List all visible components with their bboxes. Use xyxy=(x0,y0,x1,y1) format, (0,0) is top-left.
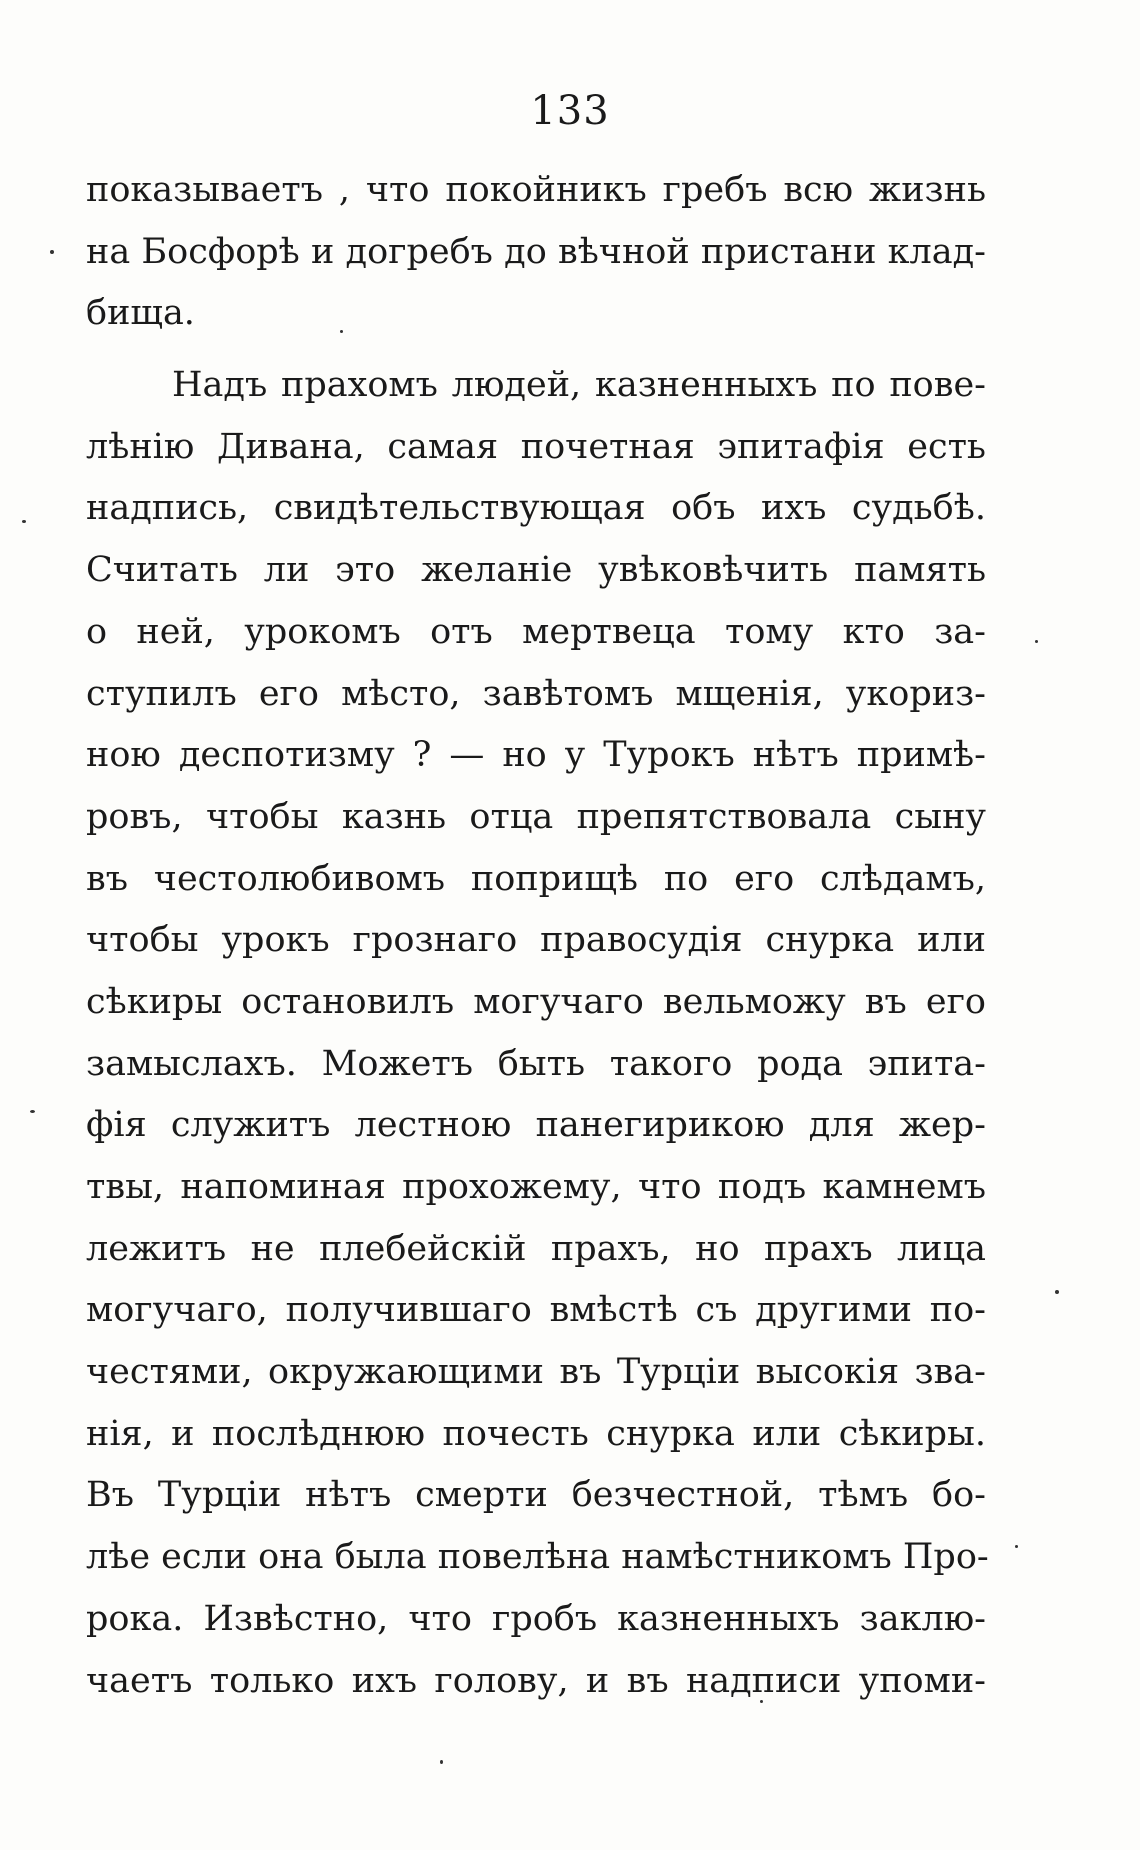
print-speck xyxy=(1055,1290,1059,1294)
text-line: могучаго, получившаго вмѣстѣ съ другими по- xyxy=(86,1290,986,1331)
text-line: чаетъ только ихъ голову, и въ надписи упоми- xyxy=(86,1660,986,1701)
print-speck xyxy=(1035,640,1038,643)
text-line: нія, и послѣднюю почесть снурка или сѣкиры. xyxy=(86,1413,986,1454)
print-speck xyxy=(1015,1545,1018,1548)
text-line: фія служитъ лестною панегирикою для жер- xyxy=(86,1105,986,1146)
text-line: ровъ, чтобы казнь отца препятствовала сыну xyxy=(86,796,986,837)
text-line: показываетъ , что покойникъ гребъ всю жизнь xyxy=(86,170,986,210)
text-line: лежитъ не плебейскій прахъ, но прахъ лица xyxy=(86,1228,986,1269)
text-line: сѣкиры остановилъ могучаго вельможу въ его xyxy=(86,981,986,1022)
text-line: надпись, свидѣтельствующая объ ихъ судьбѣ. xyxy=(86,488,986,529)
text-line: честями, окружающими въ Турціи высокія зва- xyxy=(86,1352,986,1393)
text-line: твы, напоминая прохожему, что подъ камнемъ xyxy=(86,1167,986,1207)
text-line: ступилъ его мѣсто, завѣтомъ мщенія, укориз- xyxy=(86,673,986,714)
print-speck xyxy=(440,1760,443,1764)
text-line: замыслахъ. Можетъ быть такого рода эпита- xyxy=(86,1043,986,1084)
text-line: лѣе если она была повелѣна намѣстникомъ Про- xyxy=(86,1537,989,1578)
text-line: на Босфорѣ и догребъ до вѣчной пристани клад- xyxy=(86,231,986,272)
text-line: лѣнію Дивана, самая почетная эпитафія есть xyxy=(86,426,986,467)
text-line: бища. xyxy=(86,293,195,334)
text-line: ною деспотизму ? — но у Турокъ нѣтъ примѣ- xyxy=(86,735,986,776)
text-line: Надъ прахомъ людей, казненныхъ по пове- xyxy=(172,365,986,406)
text-line: чтобы урокъ грознаго правосудія снурка или xyxy=(86,920,986,961)
text-line: рока. Извѣстно, что гробъ казненныхъ заклю- xyxy=(86,1598,986,1639)
print-speck xyxy=(22,520,26,523)
print-speck xyxy=(50,250,54,254)
print-speck xyxy=(760,1700,763,1703)
page-number: 133 xyxy=(530,88,610,134)
text-line: о ней, урокомъ отъ мертвеца тому кто за- xyxy=(86,611,986,652)
text-line: Въ Турціи нѣтъ смерти безчестной, тѣмъ бо- xyxy=(86,1475,986,1516)
paragraph-gap xyxy=(86,345,986,355)
print-speck xyxy=(340,330,343,333)
text-line: Считать ли это желаніе увѣковѣчить память xyxy=(86,550,986,591)
text-line: въ честолюбивомъ поприщѣ по его слѣдамъ, xyxy=(86,858,986,899)
print-speck xyxy=(30,1110,35,1113)
body-text xyxy=(86,160,989,1712)
